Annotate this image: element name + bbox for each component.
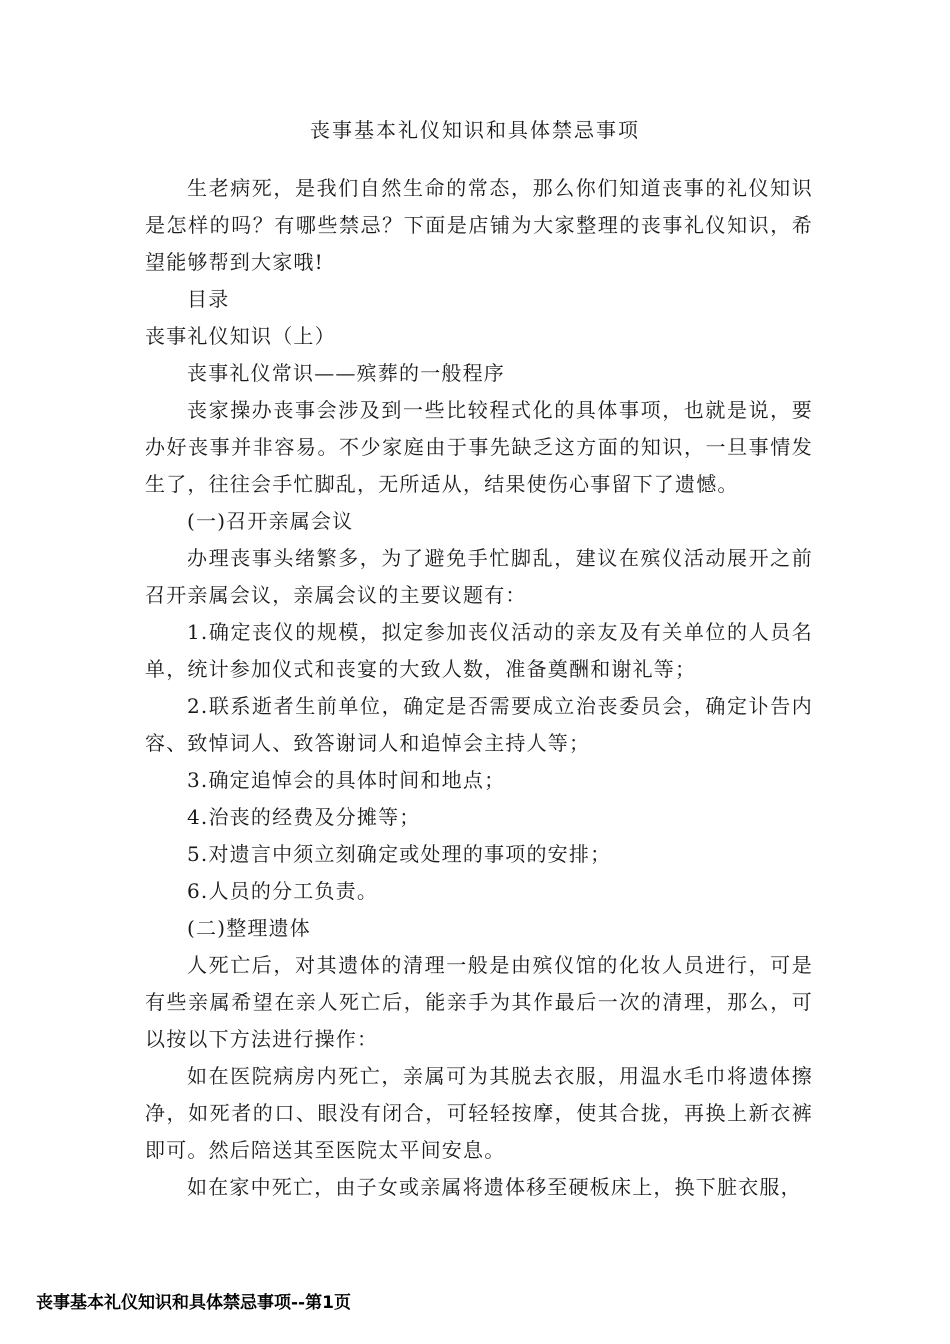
item-heading: (二)整理遗体 — [187, 916, 312, 940]
body-paragraph: 办理丧事头绪繁多，为了避免手忙脚乱，建议在殡仪活动展开之前召开亲属会议，亲属会议的主要议题有： — [145, 546, 813, 607]
body-paragraph: 如在家中死亡，由子女或亲属将遗体移至硬板床上，换下脏衣服， — [187, 1175, 802, 1199]
list-item: 5.对遗言中须立刻确定或处理的事项的安排； — [187, 842, 612, 866]
list-item: 6.人员的分工负责。 — [187, 879, 379, 903]
item-heading: (一)召开亲属会议 — [187, 509, 354, 533]
list-item: 2.联系逝者生前单位，确定是否需要成立治丧委员会，确定讣告内容、致悼词人、致答谢词人和追悼会主持人等； — [145, 694, 813, 755]
document-body — [145, 170, 813, 1206]
page-footer: 丧事基本礼仪知识和具体禁忌事项--第1页 — [36, 1293, 351, 1313]
section-heading: 丧事礼仪知识（上） — [145, 324, 336, 348]
list-item: 3.确定追悼会的具体时间和地点； — [187, 768, 506, 792]
list-item: 1.确定丧仪的规模，拟定参加丧仪活动的亲友及有关单位的人员名单，统计参加仪式和丧宴的大致人数，准备奠酬和谢礼等； — [145, 620, 813, 681]
body-paragraph: 丧家操办丧事会涉及到一些比较程式化的具体事项，也就是说，要办好丧事并非容易。不少家庭由于事先缺乏这方面的知识，一旦事情发生了，往往会手忙脚乱，无所适从，结果使伤心事留下了遗憾。 — [145, 398, 813, 496]
body-paragraph: 人死亡后，对其遗体的清理一般是由殡仪馆的化妆人员进行，可是有些亲属希望在亲人死亡后，能亲手为其作最后一次的清理，那么，可以按以下方法进行操作： — [145, 953, 813, 1051]
intro-paragraph: 生老病死，是我们自然生命的常态，那么你们知道丧事的礼仪知识是怎样的吗？有哪些禁忌？下面是店铺为大家整理的丧事礼仪知识，希望能够帮到大家哦! — [145, 176, 813, 274]
list-item: 4.治丧的经费及分摊等； — [187, 805, 421, 829]
subsection-heading: 丧事礼仪常识——殡葬的一般程序 — [187, 361, 505, 385]
toc-heading: 目录 — [187, 287, 230, 311]
document-title: 丧事基本礼仪知识和具体禁忌事项 — [310, 118, 640, 142]
body-paragraph: 如在医院病房内死亡，亲属可为其脱去衣服，用温水毛巾将遗体擦净，如死者的口、眼没有闭合，可轻轻按摩，使其合拢，再换上新衣裤即可。然后陪送其至医院太平间安息。 — [145, 1064, 813, 1162]
